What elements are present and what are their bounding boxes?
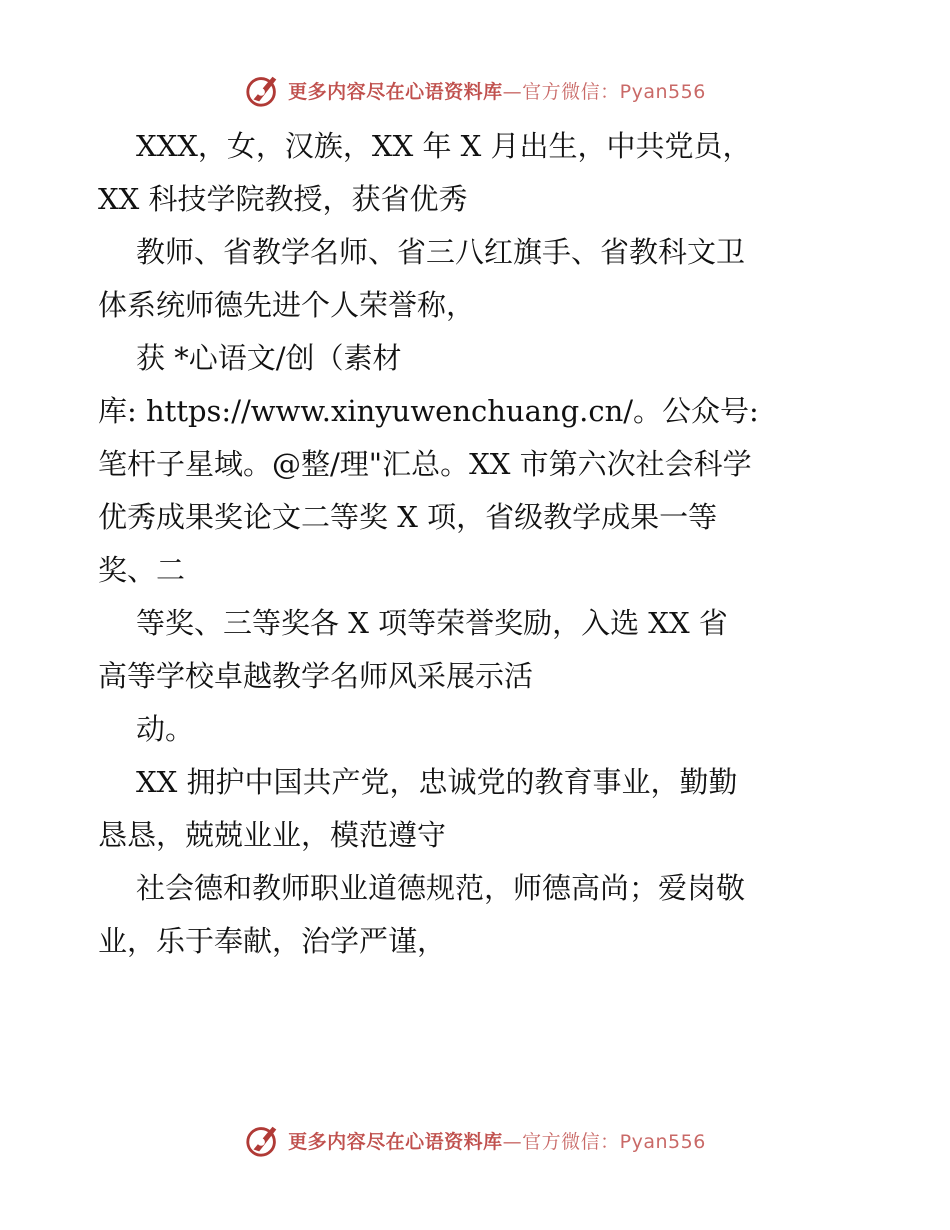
watermark-tail: 官方微信：Pyan556 xyxy=(522,80,706,103)
text-line: 优秀成果奖论文二等奖 X 项，省级教学成果一等 xyxy=(98,500,718,534)
text-line: 社会德和教师职业道德规范，师德高尚；爱岗敬 xyxy=(136,871,746,905)
body-text xyxy=(98,126,858,961)
text-line: 教师、省教学名师、省三八红旗手、省教科文卫 xyxy=(136,235,746,269)
text-line: 恳恳，兢兢业业，模范遵守 xyxy=(98,818,447,852)
quill-logo-icon xyxy=(244,1121,282,1159)
text-line: 获 *心语文/创（素材 xyxy=(136,341,402,375)
text-line: 高等学校卓越教学名师风采展示活 xyxy=(98,659,534,693)
text-line: XX 科技学院教授，获省优秀 xyxy=(98,182,468,216)
text-line: XX 拥护中国共产党，忠诚党的教育事业，勤勤 xyxy=(136,765,738,799)
text-line: 业，乐于奉献，治学严谨， xyxy=(98,924,447,958)
text-line: 笔杆子星域。@整/理"汇总。XX 市第六次社会科学 xyxy=(98,447,752,481)
watermark-tail: 官方微信：Pyan556 xyxy=(522,1130,706,1153)
watermark-dash: — xyxy=(502,1130,523,1153)
watermark-lead: 更多内容尽在心语资料库 xyxy=(288,80,503,103)
document-body xyxy=(98,126,858,974)
watermark-lead: 更多内容尽在心语资料库 xyxy=(288,1130,503,1153)
text-line: 动。 xyxy=(136,712,195,746)
watermark-header xyxy=(0,70,950,110)
text-line: 库: https://www.xinyuwenchuang.cn/。公众号: xyxy=(98,394,759,428)
text-line: 等奖、三等奖各 X 项等荣誉奖励，入选 XX 省 xyxy=(136,606,728,640)
text-line: 奖、二 xyxy=(98,553,186,587)
watermark-dash: — xyxy=(502,80,523,103)
text-line: 体系统师德先进个人荣誉称， xyxy=(98,288,476,322)
watermark-footer xyxy=(0,1120,950,1160)
quill-logo-icon xyxy=(244,71,282,109)
text-line: XXX，女，汉族，XX 年 X 月出生，中共党员， xyxy=(136,129,752,163)
